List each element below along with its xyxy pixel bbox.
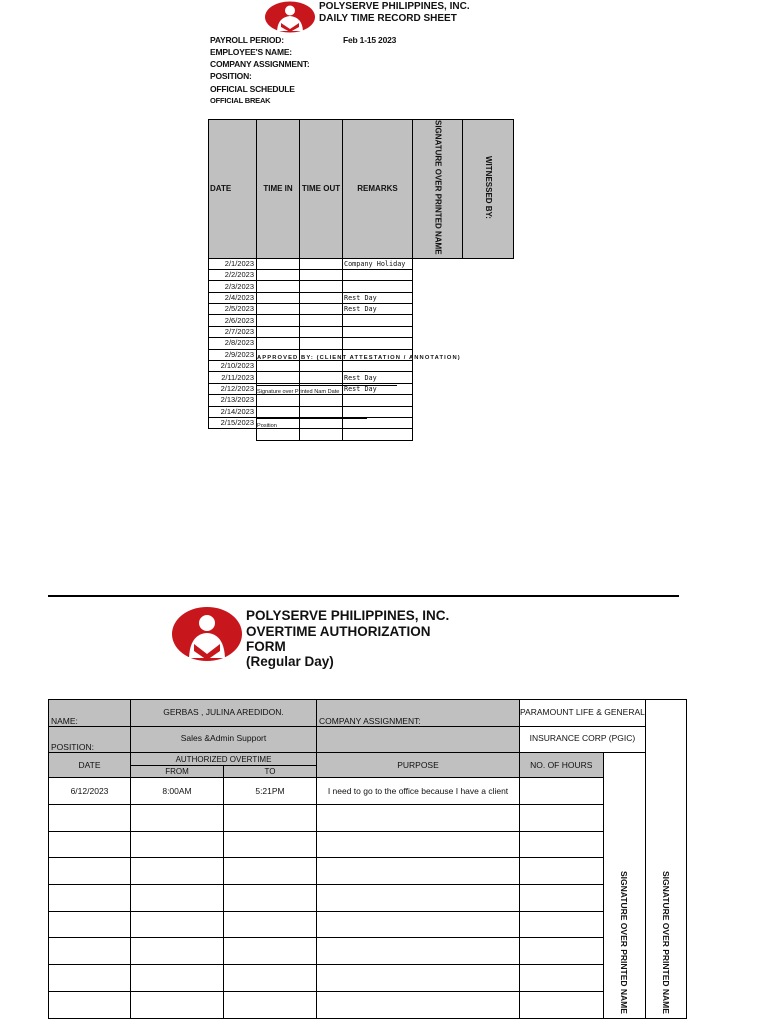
dtr-time-out-cell[interactable] (300, 258, 343, 269)
table-row (209, 269, 514, 280)
ot-position-label: POSITION: (49, 727, 131, 753)
dtr-header-remarks: REMARKS (343, 120, 413, 259)
dtr-date-cell: 2/9/2023 (209, 349, 257, 360)
ot-name-label: NAME: (49, 700, 131, 727)
ot-company-assignment-label: COMPANY ASSIGNMENT: (317, 700, 520, 727)
table-row (49, 778, 687, 805)
dtr-date-cell: 2/13/2023 (209, 395, 257, 406)
table-row (49, 805, 687, 832)
dtr-date-cell: 2/15/2023 (209, 418, 257, 429)
dtr-remarks-cell[interactable]: Company Holiday (343, 258, 413, 269)
ot-title-line2: FORM (246, 639, 286, 654)
ot-date-header: DATE (49, 753, 131, 778)
dtr-time-in-cell[interactable] (257, 406, 300, 417)
dtr-remarks-cell[interactable]: Rest Day (343, 383, 413, 394)
dtr-time-in-cell[interactable] (257, 395, 300, 406)
dtr-remarks-cell[interactable] (343, 326, 413, 337)
dtr-time-out-cell[interactable] (300, 406, 343, 417)
official-schedule-label: OFFICIAL SCHEDULE (210, 84, 295, 94)
dtr-time-in-cell[interactable] (257, 326, 300, 337)
dtr-time-in-cell[interactable] (257, 292, 300, 303)
ot-entry-date[interactable]: 6/12/2023 (49, 778, 131, 805)
approved-by-label: APPROVED BY: (CLIENT ATTESTATION / ANNOTATION) (257, 355, 461, 361)
dtr-time-in-cell[interactable] (257, 315, 300, 326)
position-line (257, 418, 367, 419)
ot-entry-from[interactable]: 8:00AM (131, 778, 224, 805)
dtr-remarks-cell[interactable] (343, 281, 413, 292)
table-row (209, 361, 514, 372)
dtr-remarks-cell[interactable] (343, 395, 413, 406)
ot-signature-label-1: SIGNATURE OVER PRINTED NAME (660, 871, 671, 1014)
dtr-date-cell: 2/7/2023 (209, 326, 257, 337)
dtr-time-in-cell[interactable] (257, 338, 300, 349)
dtr-time-out-cell[interactable] (300, 281, 343, 292)
dtr-date-cell: 2/2/2023 (209, 269, 257, 280)
company-assignment-label: COMPANY ASSIGNMENT: (210, 59, 310, 69)
dtr-remarks-cell[interactable] (343, 429, 413, 440)
table-row (209, 429, 514, 440)
dtr-date-cell: 2/8/2023 (209, 338, 257, 349)
dtr-date-cell: 2/4/2023 (209, 292, 257, 303)
ot-table (48, 699, 687, 1019)
dtr-time-out-cell[interactable] (300, 429, 343, 440)
ot-signature-column-1 (645, 700, 686, 1019)
ot-company-name: POLYSERVE PHILIPPINES, INC. (246, 608, 450, 623)
dtr-company-name: POLYSERVE PHILIPPINES, INC. (319, 1, 470, 12)
table-row (209, 292, 514, 303)
dtr-witnessed-column (463, 120, 514, 259)
dtr-header-time-in: TIME IN (257, 120, 300, 259)
dtr-signature-column (413, 120, 463, 259)
dtr-blank-cell (209, 429, 257, 440)
dtr-time-out-cell[interactable] (300, 361, 343, 372)
ot-title-line3: (Regular Day) (246, 654, 334, 669)
dtr-time-out-cell[interactable] (300, 338, 343, 349)
section-divider (48, 595, 679, 597)
dtr-date-cell: 2/12/2023 (209, 383, 257, 394)
table-row (49, 858, 687, 885)
dtr-remarks-cell[interactable] (343, 361, 413, 372)
dtr-date-cell: 2/11/2023 (209, 372, 257, 383)
position-caption: Position (257, 423, 277, 429)
employee-name-label: EMPLOYEE'S NAME: (210, 47, 292, 57)
table-row (209, 406, 514, 417)
ot-entry-hours[interactable] (520, 778, 604, 805)
table-row (209, 315, 514, 326)
table-row (209, 326, 514, 337)
dtr-time-out-cell[interactable] (300, 418, 343, 429)
position-label: POSITION: (210, 71, 252, 81)
ot-title-line1: OVERTIME AUTHORIZATION (246, 624, 431, 639)
ot-blank-cell (317, 727, 520, 753)
dtr-date-cell: 2/5/2023 (209, 304, 257, 315)
payroll-period-value: Feb 1-15 2023 (343, 35, 397, 45)
dtr-witnessed-label: WITNESSED BY: (484, 155, 493, 219)
ot-hours-header: NO. OF HOURS (520, 753, 604, 778)
dtr-header-date: DATE (209, 120, 257, 259)
dtr-time-out-cell[interactable] (300, 269, 343, 280)
ot-authorized-overtime-header: AUTHORIZED OVERTIME (131, 753, 317, 766)
table-row (49, 938, 687, 965)
signature-caption: Signature over Printed Nam Date (257, 389, 340, 395)
dtr-time-in-cell[interactable] (257, 281, 300, 292)
ot-signature-label-2: SIGNATURE OVER PRINTED NAME (619, 871, 630, 1014)
signature-line (257, 385, 397, 386)
dtr-time-in-cell[interactable] (257, 269, 300, 280)
table-row (49, 885, 687, 912)
dtr-header-time-out: TIME OUT (300, 120, 343, 259)
ot-to-header: TO (224, 766, 317, 778)
table-row (209, 338, 514, 349)
dtr-remarks-cell[interactable] (343, 269, 413, 280)
dtr-remarks-cell[interactable] (343, 338, 413, 349)
dtr-date-cell: 2/14/2023 (209, 406, 257, 417)
dtr-time-out-cell[interactable] (300, 372, 343, 383)
table-row (209, 395, 514, 406)
dtr-signature-label: SIGNATURE OVER PRINTED NAME (433, 120, 443, 255)
dtr-time-in-cell[interactable] (257, 372, 300, 383)
table-row (49, 912, 687, 938)
table-row (209, 281, 514, 292)
ot-company-assignment-value[interactable]: PARAMOUNT LIFE & GENERAL (520, 700, 646, 727)
dtr-date-cell: 2/3/2023 (209, 281, 257, 292)
dtr-time-out-cell[interactable] (300, 315, 343, 326)
dtr-date-cell: 2/6/2023 (209, 315, 257, 326)
ot-name-value[interactable]: GERBAS , JULINA AREDIDON. (131, 700, 317, 727)
dtr-remarks-cell[interactable] (343, 418, 413, 429)
dtr-date-cell: 2/1/2023 (209, 258, 257, 269)
dtr-remarks-cell[interactable]: Rest Day (343, 372, 413, 383)
dtr-time-out-cell[interactable] (300, 304, 343, 315)
dtr-form-title: DAILY TIME RECORD SHEET (319, 13, 457, 24)
ot-company-assignment-value-2[interactable]: INSURANCE CORP (PGIC) (520, 727, 646, 753)
dtr-remarks-cell[interactable] (343, 315, 413, 326)
dtr-time-out-cell[interactable] (300, 395, 343, 406)
dtr-time-in-cell[interactable] (257, 361, 300, 372)
table-row (209, 418, 514, 429)
dtr-date-cell: 2/10/2023 (209, 361, 257, 372)
polyserve-logo-icon (171, 606, 243, 662)
dtr-time-in-cell[interactable] (257, 304, 300, 315)
ot-position-value[interactable]: Sales &Admin Support (131, 727, 317, 753)
table-row (49, 992, 687, 1019)
ot-entry-to[interactable]: 5:21PM (224, 778, 317, 805)
table-row (209, 372, 514, 383)
dtr-time-out-cell[interactable] (300, 326, 343, 337)
payroll-period-label: PAYROLL PERIOD: (210, 35, 284, 45)
ot-purpose-header: PURPOSE (317, 753, 520, 778)
table-row (209, 258, 514, 269)
dtr-time-in-cell[interactable] (257, 429, 300, 440)
ot-from-header: FROM (131, 766, 224, 778)
dtr-remarks-cell[interactable] (343, 406, 413, 417)
dtr-time-out-cell[interactable] (300, 292, 343, 303)
ot-signature-column-2 (603, 753, 645, 1019)
ot-entry-purpose[interactable]: I need to go to the office because I have a client (317, 778, 520, 805)
official-break-label: OFFICIAL BREAK (210, 96, 271, 105)
table-row (49, 832, 687, 858)
dtr-table (208, 119, 514, 441)
polyserve-logo-icon (264, 1, 316, 33)
dtr-time-in-cell[interactable] (257, 258, 300, 269)
dtr-remarks-cell[interactable]: Rest Day (343, 304, 413, 315)
table-row (49, 965, 687, 992)
table-row (209, 304, 514, 315)
dtr-remarks-cell[interactable]: Rest Day (343, 292, 413, 303)
